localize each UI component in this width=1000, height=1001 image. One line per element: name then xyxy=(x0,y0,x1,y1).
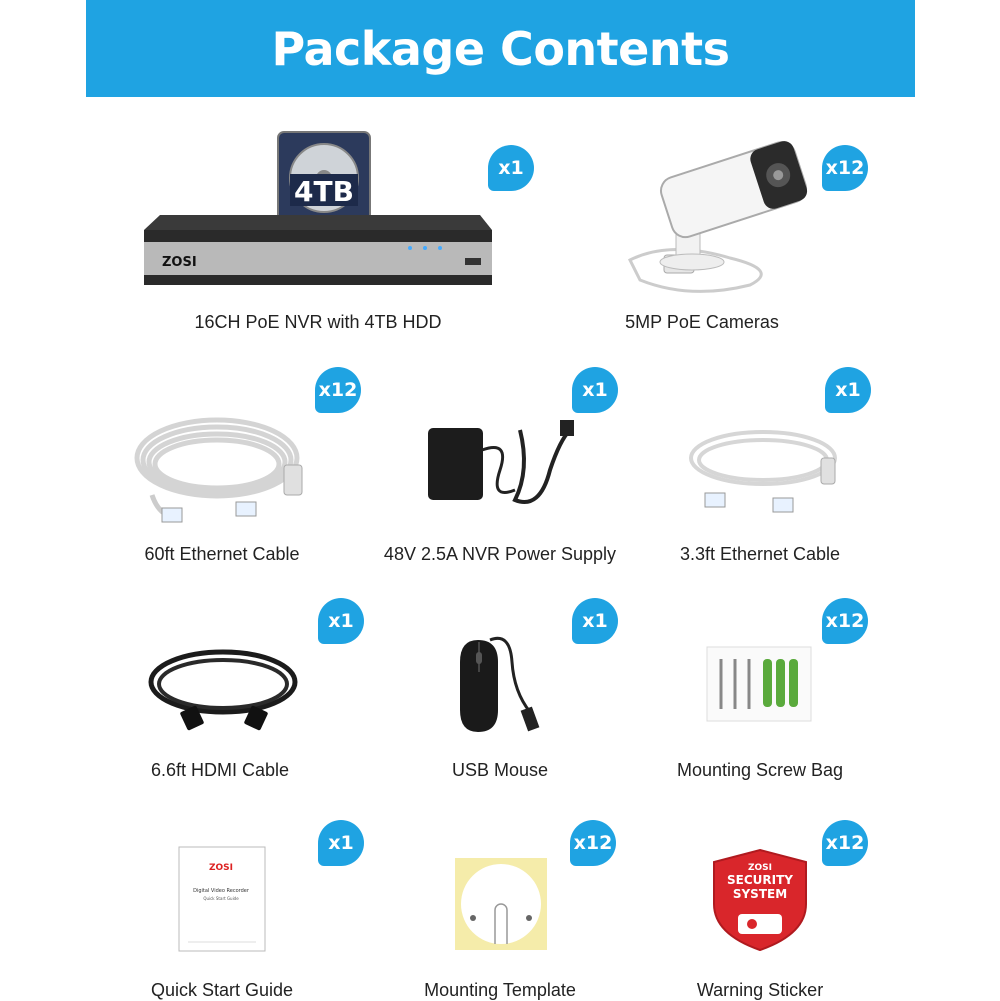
sticker-line2: SYSTEM xyxy=(732,887,788,901)
qty-badge: x12 xyxy=(822,820,868,866)
item-label: Mounting Template xyxy=(424,980,576,1000)
item-label: Quick Start Guide xyxy=(150,980,294,1000)
qty-badge: x12 xyxy=(570,820,616,866)
guide-subtitle: Quick Start Guide xyxy=(203,896,239,901)
qty-badge: x1 xyxy=(318,598,364,644)
header-banner xyxy=(86,0,915,97)
item-label: 48V 2.5A NVR Power Supply xyxy=(383,544,617,564)
camera-image xyxy=(610,140,820,310)
hdmi-cable-image xyxy=(145,640,305,740)
qty-badge: x1 xyxy=(825,367,871,413)
mouse-image xyxy=(450,632,560,742)
nvr-logo: ZOSI xyxy=(162,255,197,270)
mounting-template-image xyxy=(455,858,547,950)
warning-sticker-image xyxy=(710,848,810,952)
qty-badge: x12 xyxy=(315,367,361,413)
ethernet-cable-3ft-image xyxy=(685,418,845,518)
guide-image xyxy=(178,846,268,954)
qty-badge: x1 xyxy=(572,598,618,644)
item-label: 5MP PoE Cameras xyxy=(625,312,779,332)
hdd-capacity-label: 4TB xyxy=(294,175,354,208)
qty-badge: x1 xyxy=(488,145,534,191)
qty-badge: x12 xyxy=(822,145,868,191)
guide-logo: ZOSI xyxy=(208,863,234,873)
qty-badge: x1 xyxy=(318,820,364,866)
item-label: 3.3ft Ethernet Cable xyxy=(679,544,841,564)
item-label: 16CH PoE NVR with 4TB HDD xyxy=(194,312,442,332)
qty-badge: x1 xyxy=(572,367,618,413)
guide-title: Digital Video Recorder xyxy=(193,888,249,894)
power-supply-image xyxy=(420,410,580,520)
item-label: Mounting Screw Bag xyxy=(676,760,844,780)
item-label: USB Mouse xyxy=(451,760,549,780)
item-label: Warning Sticker xyxy=(696,980,824,1000)
item-label: 6.6ft HDMI Cable xyxy=(150,760,290,780)
nvr-image xyxy=(140,130,500,300)
page-title: Package Contents xyxy=(271,21,730,76)
ethernet-cable-60ft-image xyxy=(132,410,322,530)
qty-badge: x12 xyxy=(822,598,868,644)
screw-bag-image xyxy=(705,645,815,725)
item-label: 60ft Ethernet Cable xyxy=(144,544,300,564)
sticker-logo: ZOSI xyxy=(747,863,773,873)
sticker-line1: SECURITY xyxy=(727,873,793,887)
